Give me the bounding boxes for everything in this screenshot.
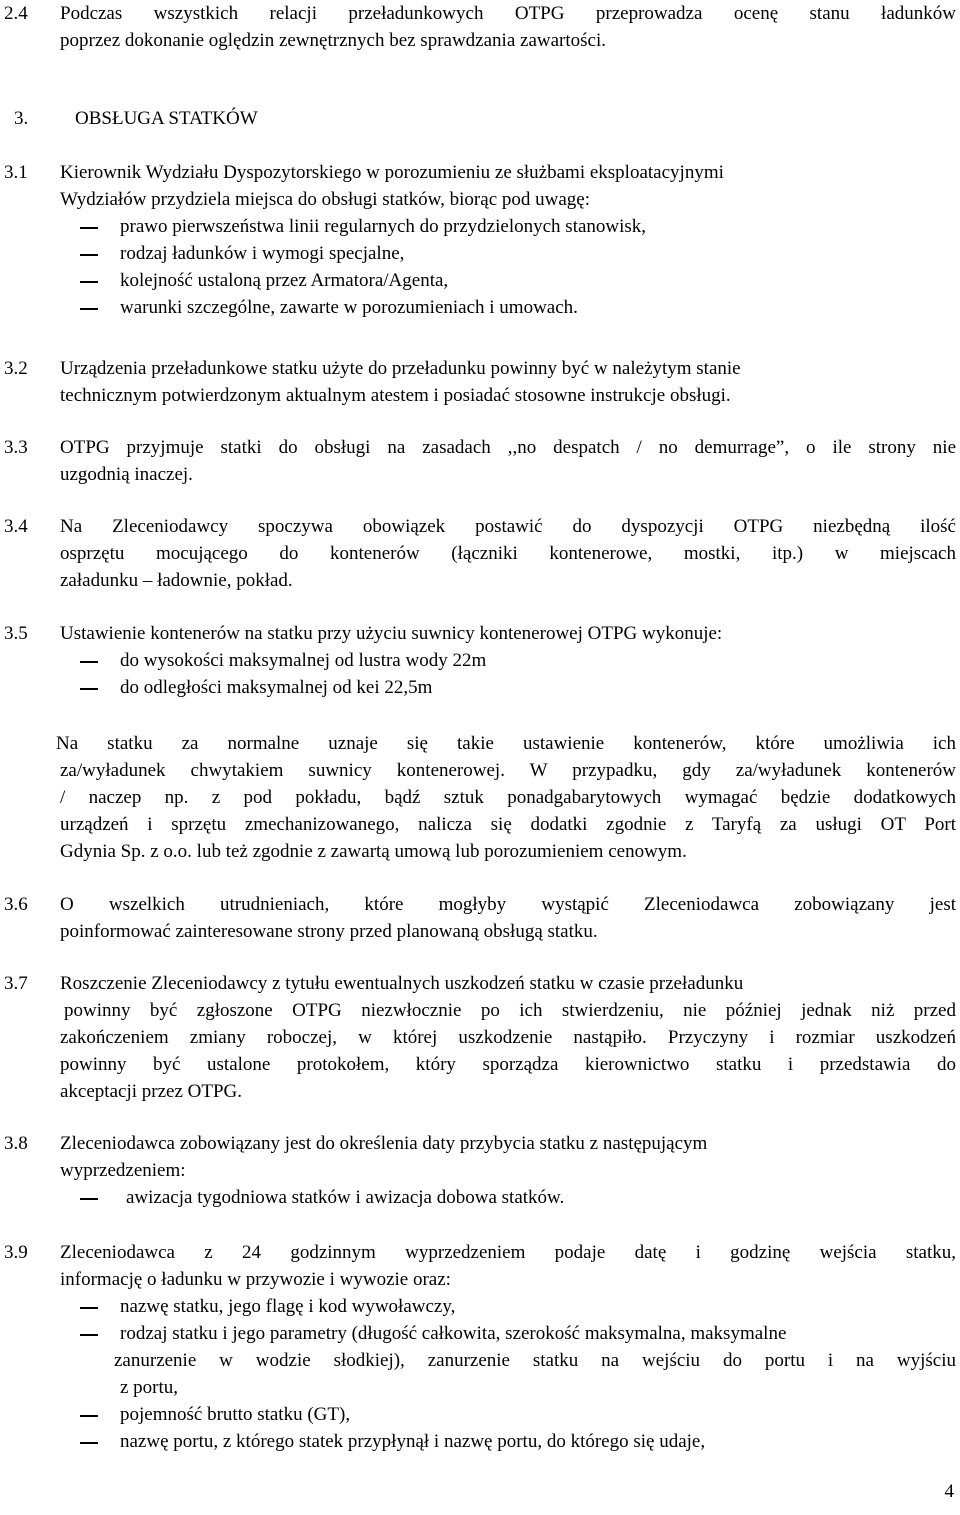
section-body <box>64 997 956 1024</box>
list-item: nazwę portu, z którego statek przypłynął i nazwę portu, do którego się udaje, <box>60 1428 956 1455</box>
section-number: 2.4 <box>4 3 28 24</box>
section-number: 3.4 <box>4 516 28 537</box>
text-line: zakończeniem zmiany roboczej, w której uszkodzenie nastąpiło. Przyczyny i rozmiar uszkodzeń <box>60 1027 956 1048</box>
text-line: O wszelkich utrudnieniach, które mogłyby wystąpić Zleceniodawca zobowiązany jest <box>60 894 956 915</box>
section-number: 3.1 <box>4 162 28 183</box>
text-line: Na statku za normalne uznaje się takie ustawienie kontenerów, które umożliwia ich <box>56 733 956 754</box>
chapter-title: OBSŁUGA STATKÓW <box>75 108 258 129</box>
text-line: informację o ładunku w przywozie i wywozie oraz: <box>60 1269 451 1290</box>
text-line: wyprzedzeniem: <box>60 1160 186 1181</box>
text-line: uzgodnią inaczej. <box>60 464 193 485</box>
text-line: Roszczenie Zleceniodawcy z tytułu ewentualnych uszkodzeń statku w czasie przeładunku <box>60 973 744 994</box>
section-body <box>60 355 956 409</box>
text-line: osprzętu mocującego do kontenerów (łączniki kontenerowe, mostki, itp.) w miejscach <box>60 543 956 564</box>
section-number: 3.3 <box>4 437 28 458</box>
section-body <box>60 1024 956 1105</box>
section-body <box>60 757 956 865</box>
list-item: kolejność ustaloną przez Armatora/Agenta, <box>60 267 956 294</box>
list-item: warunki szczególne, zawarte w porozumieniach i umowach. <box>60 294 956 321</box>
text-line: poinformować zainteresowane strony przed planowaną obsługą statku. <box>60 921 598 942</box>
list-item: prawo pierwszeństwa linii regularnych do przydzielonych stanowisk, <box>60 213 956 240</box>
section-body <box>60 1130 956 1211</box>
list-item-continuation: z portu, <box>120 1377 179 1398</box>
text-line: Urządzenia przeładunkowe statku użyte do przeładunku powinny być w należytym stanie <box>60 358 741 379</box>
text-line: Zleceniodawca z 24 godzinnym wyprzedzeniem podaje datę i godzinę wejścia statku, <box>60 1242 956 1263</box>
section-number: 3.5 <box>4 623 28 644</box>
section-body <box>60 434 956 488</box>
text-line: Gdynia Sp. z o.o. lub też zgodnie z zawartą umową lub porozumieniem cenowym. <box>60 841 687 862</box>
list-item: pojemność brutto statku (GT), <box>60 1401 956 1428</box>
text-line: Kierownik Wydziału Dyspozytorskiego w porozumieniu ze służbami eksploatacyjnymi <box>60 162 724 183</box>
section-body <box>60 620 956 701</box>
section-body <box>60 891 956 945</box>
list-item: awizacja tygodniowa statków i awizacja dobowa statków. <box>60 1184 956 1211</box>
text-line: powinny być zgłoszone OTPG niezwłocznie po ich stwierdzeniu, nie później jednak niż przed <box>64 1000 956 1021</box>
text-line: powinny być ustalone protokołem, który sporządza kierownictwo statku i przedstawia do <box>60 1054 956 1075</box>
text-line: Na Zleceniodawcy spoczywa obowiązek postawić do dyspozycji OTPG niezbędną ilość <box>60 516 956 537</box>
list-item: nazwę statku, jego flagę i kod wywoławczy, <box>60 1293 956 1320</box>
page-number: 4 <box>944 1481 954 1502</box>
text-line: Zleceniodawca zobowiązany jest do określenia daty przybycia statku z następującym <box>60 1133 708 1154</box>
text-line: Wydziałów przydziela miejsca do obsługi statków, biorąc pod uwagę: <box>60 189 590 210</box>
text-line: / naczep np. z pod pokładu, bądź sztuk ponadgabarytowych wymagać będzie dodatkowych <box>60 787 956 808</box>
list-item: rodzaj ładunków i wymogi specjalne, <box>60 240 956 267</box>
section-body <box>60 970 956 997</box>
section-body <box>60 159 956 321</box>
text-line: OTPG przyjmuje statki do obsługi na zasadach ,,no despatch / no demurrage”, o ile strony nie <box>60 437 956 458</box>
section-number: 3.9 <box>4 1242 28 1263</box>
section-body <box>60 0 956 54</box>
text-line: technicznym potwierdzonym aktualnym atestem i posiadać stosowne instrukcje obsługi. <box>60 385 731 406</box>
section-number: 3.2 <box>4 358 28 379</box>
section-body <box>56 730 956 757</box>
text-line: akceptacji przez OTPG. <box>60 1081 242 1102</box>
text-line: załadunku – ładownie, pokład. <box>60 570 293 591</box>
text-line: Ustawienie kontenerów na statku przy użyciu suwnicy kontenerowej OTPG wykonuje: <box>60 623 723 644</box>
section-body <box>60 513 956 594</box>
section-number: 3.7 <box>4 973 28 994</box>
section-number: 3.8 <box>4 1133 28 1154</box>
text-line: Podczas wszystkich relacji przeładunkowych OTPG przeprowadza ocenę stanu ładunków <box>60 3 956 24</box>
list-item: rodzaj statku i jego parametry (długość całkowita, szerokość maksymalna, maksymalne <box>60 1320 956 1347</box>
section-body <box>60 1239 956 1455</box>
section-number: 3.6 <box>4 894 28 915</box>
text-line: za/wyładunek chwytakiem suwnicy kontenerowej. W przypadku, gdy za/wyładunek kontenerów <box>60 760 956 781</box>
chapter-number: 3. <box>14 108 29 129</box>
list-item-continuation: zanurzenie w wodzie słodkiej), zanurzenie statku na wejściu do portu i na wyjściu <box>114 1350 956 1371</box>
text-line: urządzeń i sprzętu zmechanizowanego, nalicza się dodatki zgodnie z Taryfą za usługi OT Port <box>60 814 956 835</box>
list-item: do odległości maksymalnej od kei 22,5m <box>60 674 956 701</box>
list-item: do wysokości maksymalnej od lustra wody 22m <box>60 647 956 674</box>
text-line: poprzez dokonanie oględzin zewnętrznych bez sprawdzania zawartości. <box>60 30 606 51</box>
